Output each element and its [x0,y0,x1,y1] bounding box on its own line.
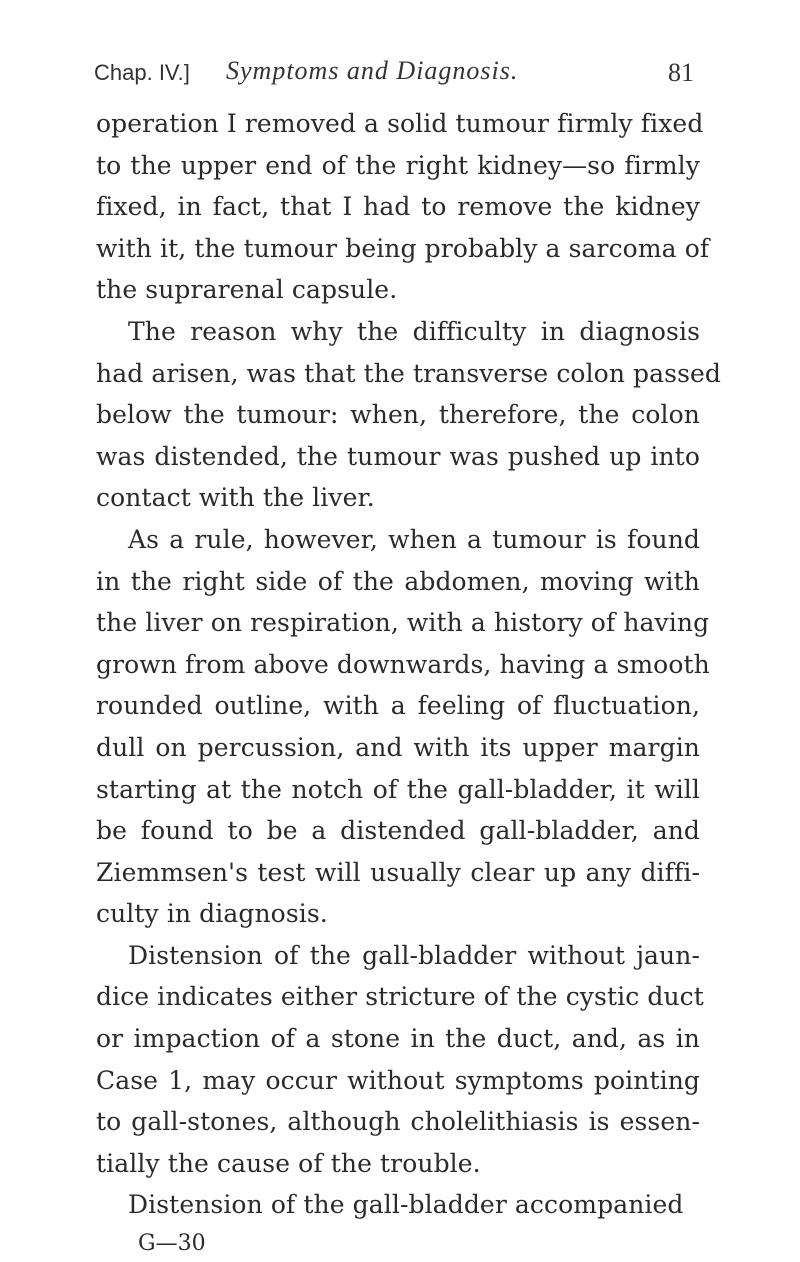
text-line: Ziemmsen's test will usually clear up any diffi- [96,857,700,887]
page-number: 81 [668,58,694,87]
text-line: the suprarenal capsule. [96,275,398,305]
text-line: to the upper end of the right kidney—so firmly [96,150,700,180]
text-line: starting at the notch of the gall-bladder, it will [96,774,700,804]
running-head [94,56,694,92]
text-line: with it, the tumour being probably a sarcoma of [96,233,710,263]
text-line: had arisen, was that the transverse colon passed [96,358,722,388]
chapter-label: Chap. IV.] [94,60,190,85]
text-line: operation I removed a solid tumour firmly fixed [96,109,704,138]
text-line: below the tumour: when, therefore, the colon [96,400,700,430]
text-line: grown from above downwards, having a smooth [96,649,710,679]
text-line: the liver on respiration, with a history of having [96,608,710,638]
text-line: contact with the liver. [96,483,375,513]
text-line: to gall-stones, although cholelithiasis is essen- [96,1107,700,1137]
text-line: Case 1, may occur without symptoms pointing [96,1065,700,1095]
text-line: As a rule, however, when a tumour is found [128,524,700,554]
text-line: rounded outline, with a feeling of fluctuation, [96,691,700,721]
text-line: Distension of the gall-bladder without jaun- [128,940,700,970]
text-line: dull on percussion, and with its upper margin [96,732,700,762]
running-title: Symptoms and Diagnosis. [226,56,519,85]
text-line: was distended, the tumour was pushed up into [96,441,700,471]
body-text [96,103,722,1262]
text-line: in the right side of the abdomen, moving with [96,566,700,596]
text-line: dice indicates either stricture of the cystic duct [96,982,704,1012]
text-line: or impaction of a stone in the duct, and, as in [96,1024,700,1054]
printer-signature: G—30 [138,1231,206,1257]
text-line: Distension of the gall-bladder accompanied [128,1190,684,1220]
text-line: culty in diagnosis. [96,899,328,929]
text-line: fixed, in fact, that I had to remove the kidney [96,192,700,222]
text-line: The reason why the difficulty in diagnosis [128,316,700,346]
text-line: be found to be a distended gall-bladder, and [96,816,700,846]
text-line: tially the cause of the trouble. [96,1148,481,1178]
